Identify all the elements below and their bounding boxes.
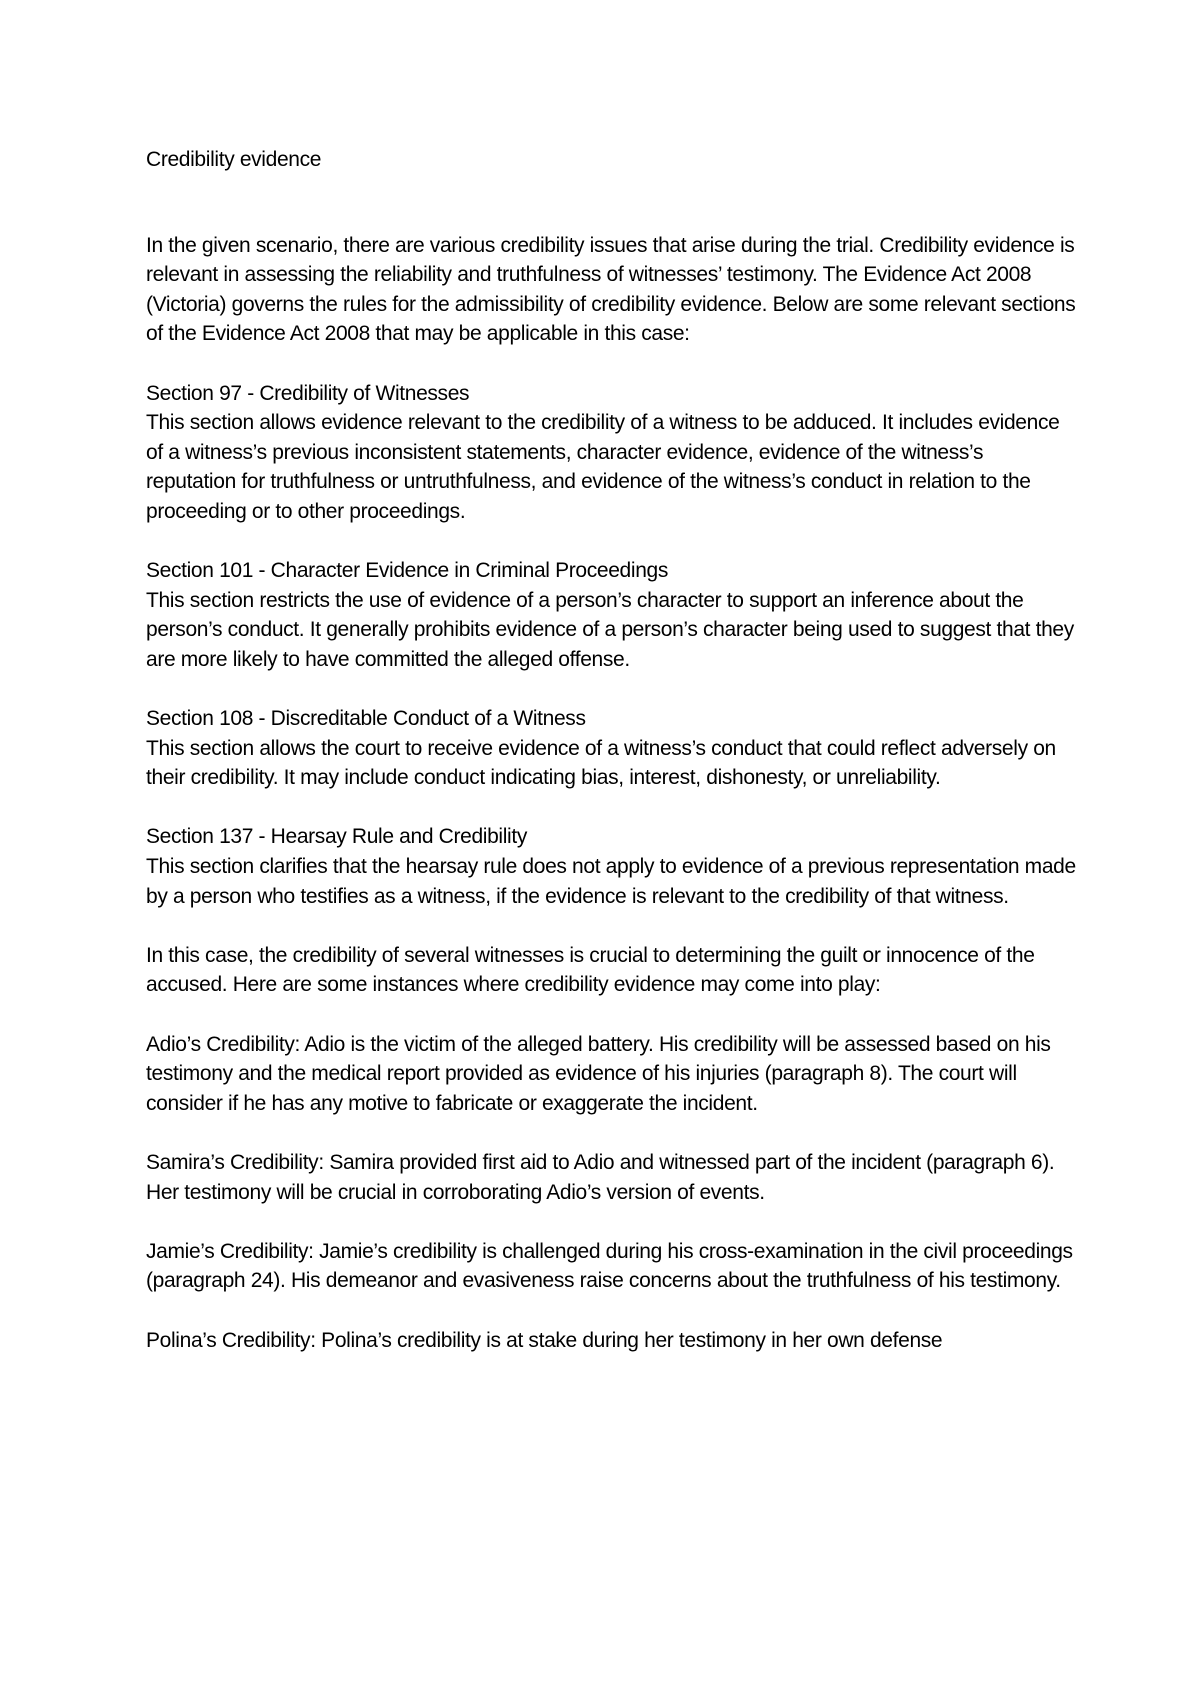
section-heading: Section 137 - Hearsay Rule and Credibility xyxy=(146,825,527,849)
witness-text: Adio is the victim of the alleged battery. His credibility will be assessed based on his testimony and the medical report provided as evidence of his injuries (paragraph 8). The court will consider if he has any motive to fabricate or exaggerate the incident. xyxy=(146,1032,1051,1115)
section-108 xyxy=(146,704,1076,793)
section-101 xyxy=(146,556,1076,674)
witness-label: Polina’s Credibility: xyxy=(146,1328,316,1352)
section-body: This section clarifies that the hearsay rule does not apply to evidence of a previous representation made by a person who testifies as a witness, if the evidence is relevant to the credibility of that witness. xyxy=(146,855,1076,908)
section-heading: Section 97 - Credibility of Witnesses xyxy=(146,381,470,405)
witness-label: Samira’s Credibility: xyxy=(146,1151,324,1174)
document-content xyxy=(146,145,1076,1385)
section-heading: Section 108 - Discreditable Conduct of a Witness xyxy=(146,707,586,731)
section-body: This section restricts the use of evidence of a person’s character to support an inference about the person’s conduct. It generally prohibits evidence of a person’s character being used to suggest that they are more likely to have committed the alleged offense. xyxy=(146,588,1074,671)
transition-paragraph: In this case, the credibility of several witnesses is crucial to determining the guilt or innocence of the accused. Here are some instances where credibility evidence may come into play: xyxy=(146,943,1035,997)
witness-paragraph-jamie xyxy=(146,1237,1076,1296)
section-heading: Section 101 - Character Evidence in Criminal Proceedings xyxy=(146,559,669,583)
section-body: This section allows evidence relevant to the credibility of a witness to be adduced. It includes evidence of a witness’s previous inconsistent statements, character evidence, evidence of the witness’s reputation for truthfulness or untruthfulness, and evidence of the witness’s conduct in relation to the proceeding or to other proceedings. xyxy=(146,411,1060,523)
witness-paragraph-polina xyxy=(146,1326,1076,1356)
witness-paragraph-adio xyxy=(146,1030,1076,1119)
section-97 xyxy=(146,379,1076,527)
witness-paragraph-samira xyxy=(146,1148,1076,1207)
intro-paragraph: In the given scenario, there are various credibility issues that arise during the trial. Credibility evidence is relevant in assessing the reliability and truthfulness of witnesses’ testimony. The Evidence Act 2008 (Victoria) governs the rules for the admissibility of credibility evidence. Below are some relevant sections of the Evidence Act 2008 that may be applicable in this case: xyxy=(146,233,1076,346)
section-body: This section allows the court to receive evidence of a witness’s conduct that could reflect adversely on their credibility. It may include conduct indicating bias, interest, dishonesty, or unreliability. xyxy=(146,736,1056,790)
witness-text: Polina’s credibility is at stake during her testimony in her own defense xyxy=(315,1328,943,1352)
witness-label: Adio’s Credibility: xyxy=(146,1032,301,1056)
section-137 xyxy=(146,822,1076,911)
witness-text: Jamie’s credibility is challenged during his cross-examination in the civil proceedings (paragraph 24). His demeanor and evasiveness raise concerns about the truthfulness of his testimony. xyxy=(146,1239,1073,1293)
document-title: Credibility evidence xyxy=(146,148,322,171)
witness-label: Jamie’s Credibility: xyxy=(146,1239,314,1263)
witness-text: Samira provided first aid to Adio and witnessed part of the incident (paragraph 6). Her testimony will be crucial in corroborating Adio’s version of events. xyxy=(146,1151,1055,1204)
